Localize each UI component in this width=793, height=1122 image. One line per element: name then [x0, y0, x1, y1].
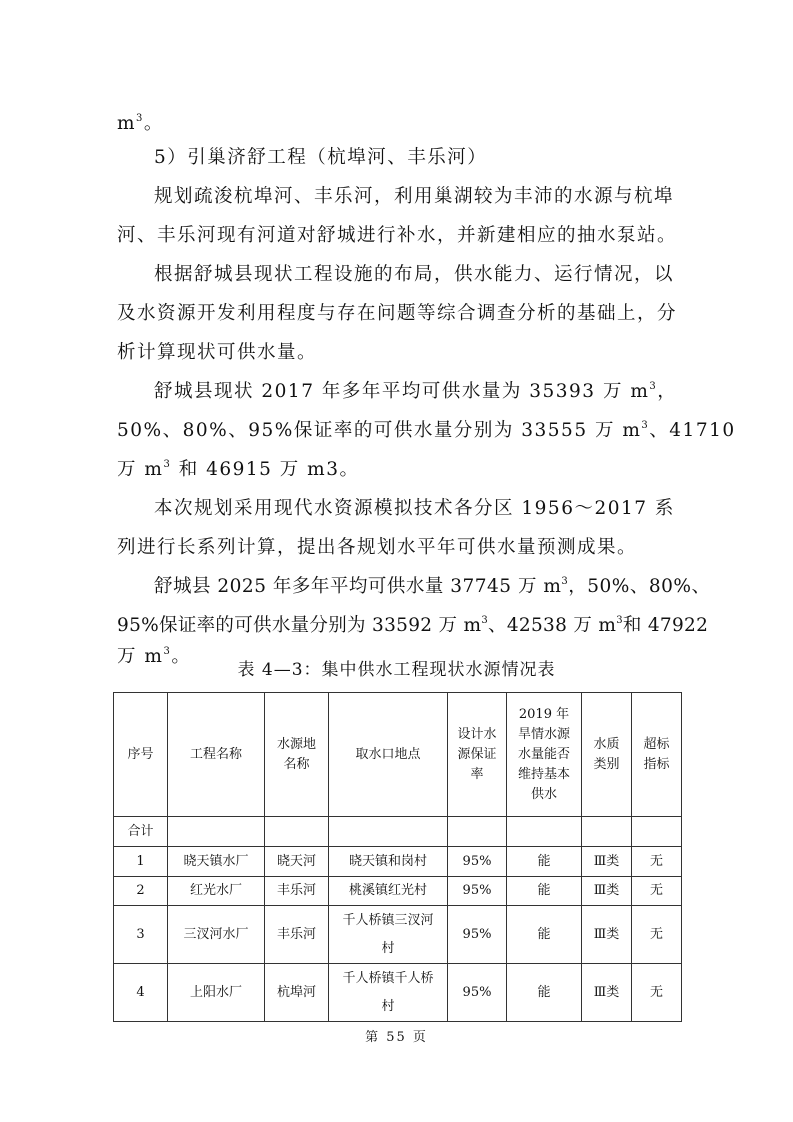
- table-cell: 95%: [448, 964, 507, 1022]
- paragraph-line: 本次规划采用现代水资源模拟技术各分区 1956～2017 系: [154, 498, 675, 519]
- table-cell: 晓天河: [265, 847, 329, 877]
- table-cell: 95%: [448, 906, 507, 964]
- table-cell: [329, 817, 448, 847]
- text: 。: [171, 646, 192, 667]
- table-cell: 晓天镇和岗村: [329, 847, 448, 877]
- paragraph-line: 河、丰乐河现有河道对舒城进行补水，并新建相应的抽水泵站。: [117, 225, 678, 246]
- table-cell: 无: [632, 964, 682, 1022]
- table-cell: Ⅲ类: [582, 906, 632, 964]
- paragraph-line: [117, 419, 736, 443]
- total-label: 合计: [114, 817, 168, 847]
- table-cell: 能: [507, 906, 582, 964]
- table-row: [114, 847, 682, 877]
- table-cell: 千人桥镇三汊河村: [329, 906, 448, 964]
- text: 和 46915 万 m3。: [171, 459, 360, 480]
- water-source-table: [113, 692, 682, 1022]
- paragraph-line: [117, 614, 709, 638]
- table-cell: 上阳水厂: [168, 964, 265, 1022]
- table-cell: 丰乐河: [265, 877, 329, 906]
- table-cell: 杭埠河: [265, 964, 329, 1022]
- text: ，50%、80%、: [568, 576, 711, 597]
- table-row: [114, 906, 682, 964]
- table-cell: 1: [114, 847, 168, 877]
- table-cell: [168, 817, 265, 847]
- paragraph-line: [117, 458, 677, 482]
- header-cell: 2019 年旱情水源水量能否维持基本供水: [507, 693, 582, 817]
- table-header-row: [114, 693, 682, 817]
- header-cell: 水源地名称: [265, 693, 329, 817]
- table-cell: 能: [507, 964, 582, 1022]
- table-cell: 红光水厂: [168, 877, 265, 906]
- text: 95%保证率的可供水量分别为 33592 万 m: [117, 615, 482, 636]
- table-cell: [448, 817, 507, 847]
- text: 和 47922: [622, 615, 709, 636]
- superscript: 3: [136, 113, 144, 124]
- table-cell: 95%: [448, 847, 507, 877]
- superscript: 3: [561, 576, 569, 587]
- paragraph-line: 列进行长系列计算，提出各规划水平年可供水量预测成果。: [117, 537, 638, 558]
- text: ，: [657, 381, 678, 402]
- header-cell: 水质类别: [582, 693, 632, 817]
- paragraph-line: [154, 380, 714, 404]
- text: 万 m: [117, 459, 164, 480]
- table-row: [114, 877, 682, 906]
- table-cell: Ⅲ类: [582, 847, 632, 877]
- text: m: [117, 113, 137, 134]
- text-line: [117, 112, 677, 136]
- superscript: 3: [649, 381, 658, 392]
- table-total-row: [114, 817, 682, 847]
- table-cell: 能: [507, 847, 582, 877]
- text: 万 m: [117, 646, 164, 667]
- text: 舒城县现状 2017 年多年平均可供水量为 35393 万 m: [154, 381, 650, 402]
- header-cell: 工程名称: [168, 693, 265, 817]
- text: 。: [143, 113, 164, 134]
- text: 、41710: [649, 420, 736, 441]
- superscript: 3: [641, 420, 650, 431]
- table-row: [114, 964, 682, 1022]
- superscript: 3: [616, 615, 623, 626]
- header-cell: 设计水源保证率: [448, 693, 507, 817]
- table-cell: 3: [114, 906, 168, 964]
- table-cell: Ⅲ类: [582, 964, 632, 1022]
- page-number: 第 55 页: [365, 1030, 428, 1045]
- text: 、42538 万 m: [488, 615, 617, 636]
- section-heading: 5）引巢济舒工程（杭埠河、丰乐河）: [154, 147, 488, 168]
- text: 舒城县 2025 年多年平均可供水量 37745 万 m: [154, 576, 562, 597]
- table-cell: 千人桥镇千人桥村: [329, 964, 448, 1022]
- superscript: 3: [163, 459, 172, 470]
- table-cell: [265, 817, 329, 847]
- table-cell: 三汊河水厂: [168, 906, 265, 964]
- paragraph-line: 析计算现状可供水量。: [117, 342, 318, 363]
- table-cell: 无: [632, 906, 682, 964]
- paragraph-line: [154, 575, 714, 599]
- superscript: 3: [481, 615, 489, 626]
- paragraph-line: 及水资源开发利用程度与存在问题等综合调查分析的基础上，分: [117, 303, 678, 324]
- table-cell: 能: [507, 877, 582, 906]
- table-cell: Ⅲ类: [582, 877, 632, 906]
- table-cell: 桃溪镇红光村: [329, 877, 448, 906]
- header-cell: 序号: [114, 693, 168, 817]
- superscript: 3: [163, 646, 172, 657]
- table-cell: 晓天镇水厂: [168, 847, 265, 877]
- table-cell: [507, 817, 582, 847]
- table-cell: 95%: [448, 877, 507, 906]
- table-cell: 无: [632, 847, 682, 877]
- table-cell: 无: [632, 877, 682, 906]
- table-cell: 4: [114, 964, 168, 1022]
- paragraph-line: 规划疏浚杭埠河、丰乐河，利用巢湖较为丰沛的水源与杭埠: [154, 186, 675, 207]
- header-cell: 取水口地点: [329, 693, 448, 817]
- paragraph-line: 根据舒城县现状工程设施的布局，供水能力、运行情况，以: [154, 264, 675, 285]
- table-caption: 表 4—3：集中供水工程现状水源情况表: [237, 660, 556, 680]
- text: 50%、80%、95%保证率的可供水量分别为 33555 万 m: [117, 420, 642, 441]
- table-cell: 丰乐河: [265, 906, 329, 964]
- table-cell: [632, 817, 682, 847]
- table-cell: [582, 817, 632, 847]
- header-cell: 超标指标: [632, 693, 682, 817]
- table-cell: 2: [114, 877, 168, 906]
